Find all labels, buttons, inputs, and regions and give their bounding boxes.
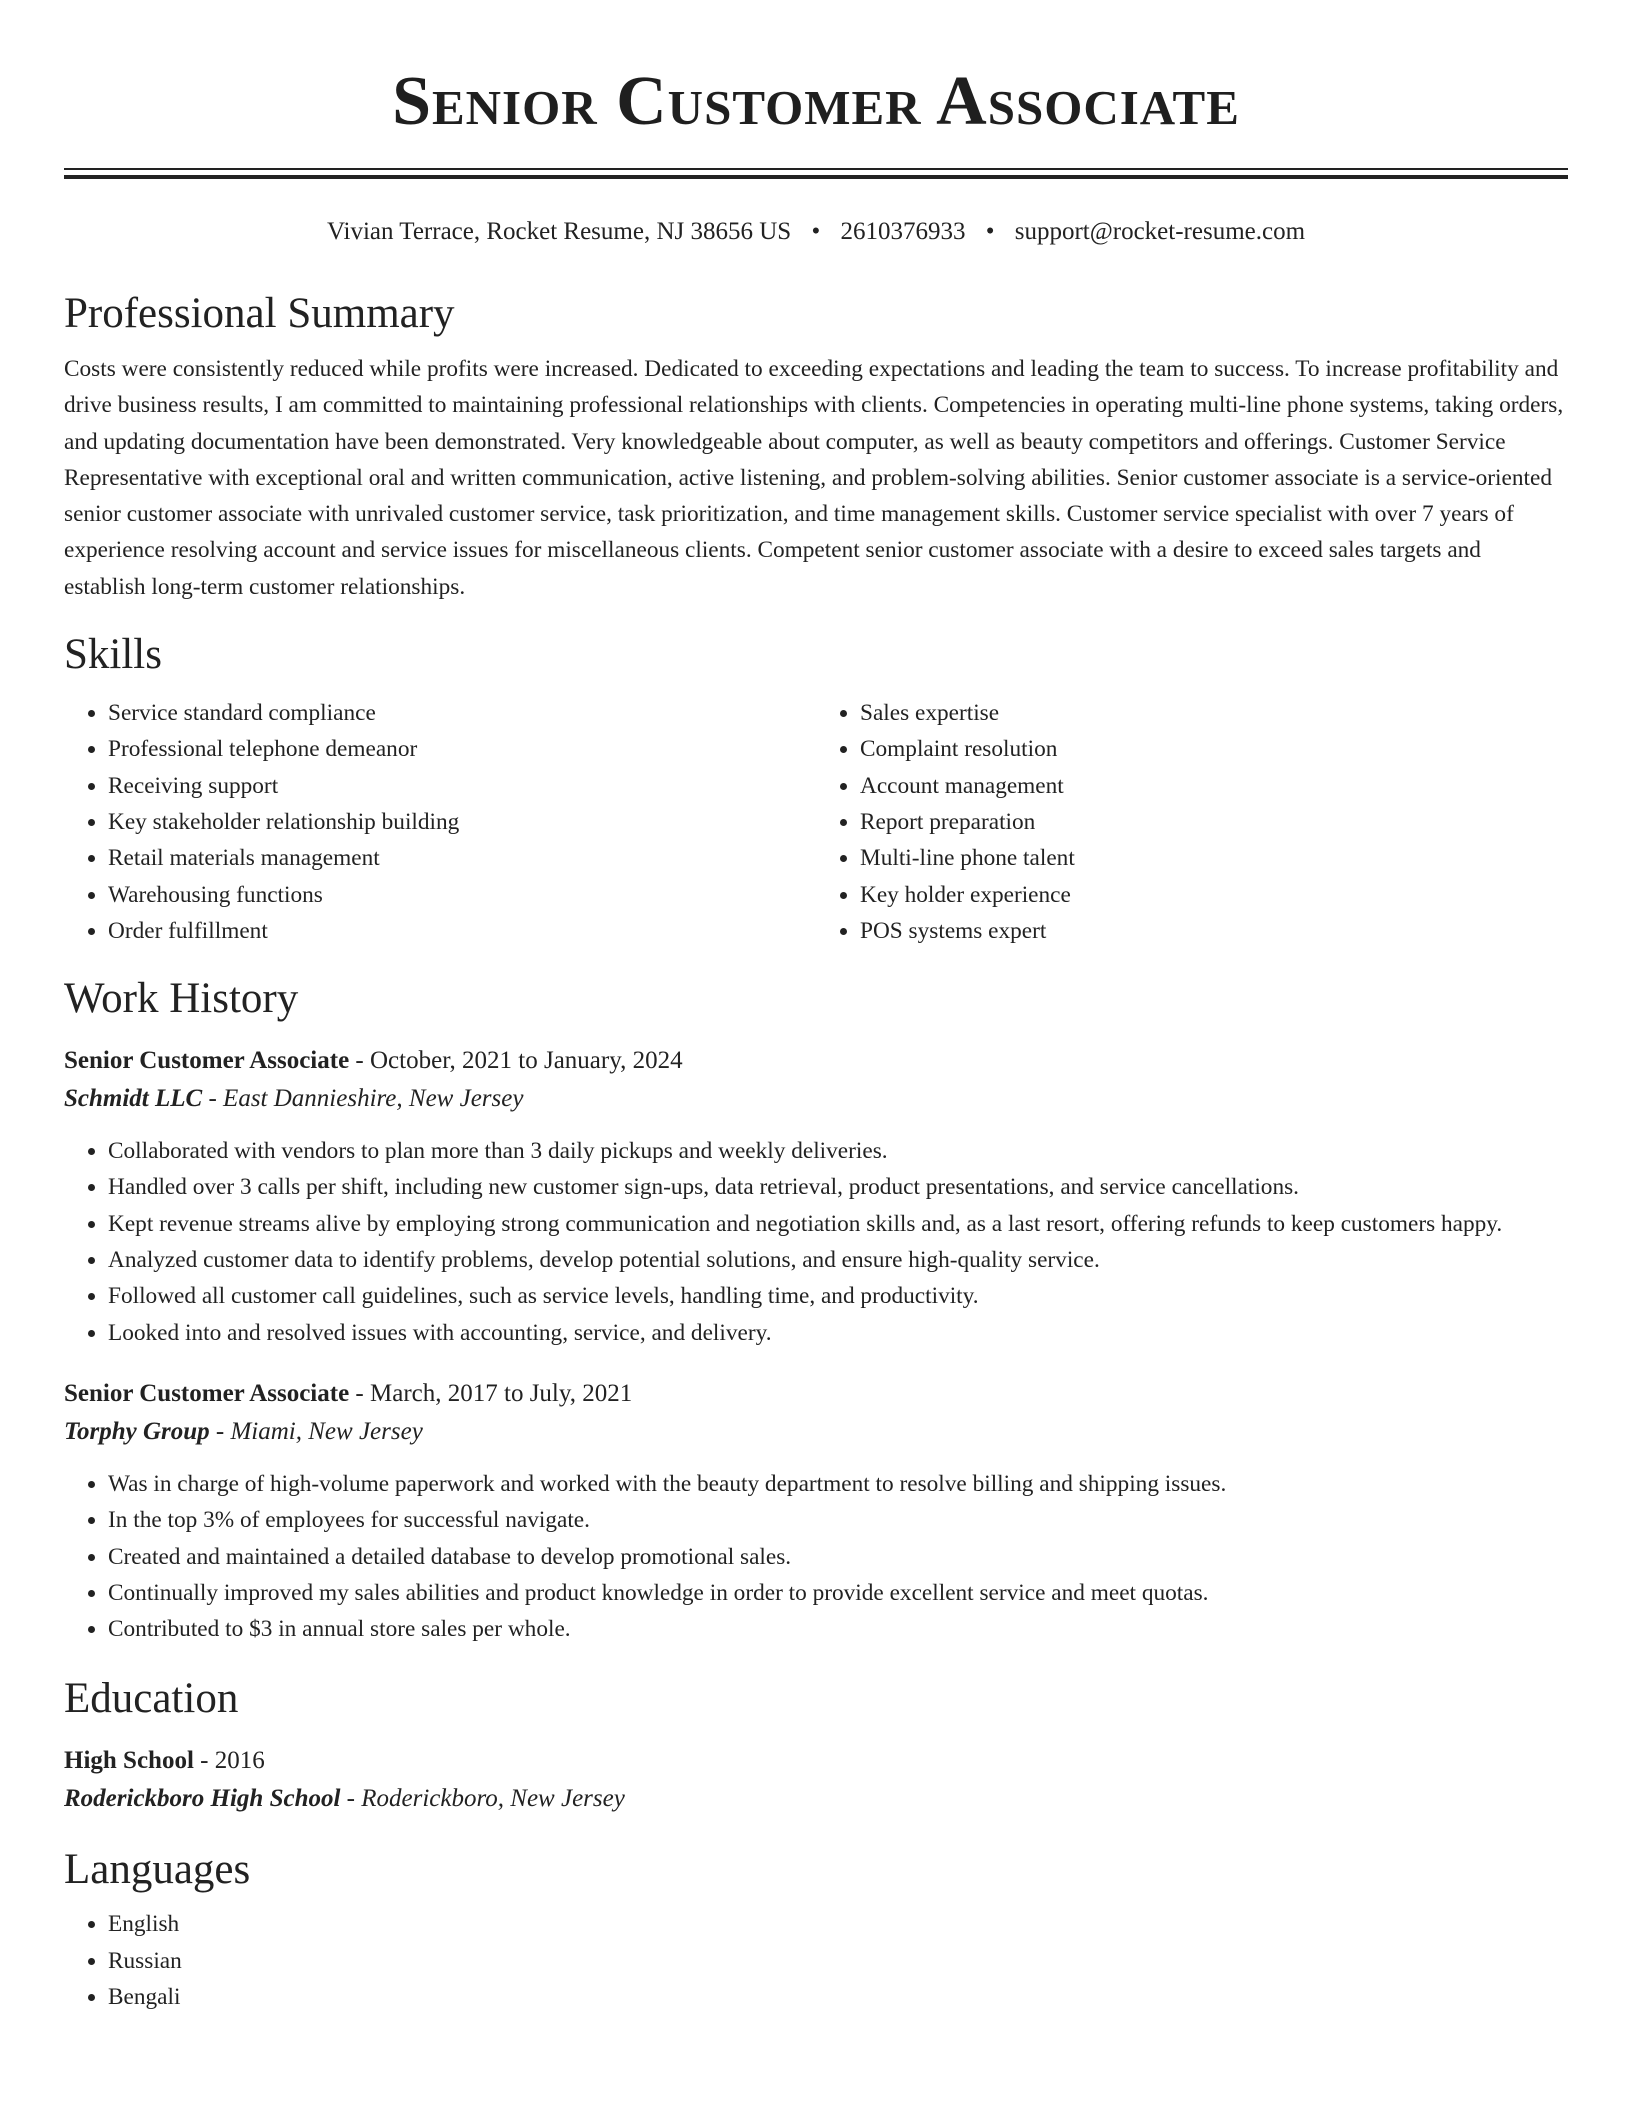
education-degree: High School xyxy=(64,1747,194,1775)
contact-email: support@rocket-resume.com xyxy=(1014,218,1306,245)
skill-item: • Professional telephone demeanor xyxy=(108,731,816,767)
job-bullet: • Continually improved my sales abilities and product knowledge in order to provide excellent service and meet quotas. xyxy=(108,1575,1568,1611)
summary-text: Costs were consistently reduced while profits were increased. Dedicated to exceeding expectations and leading the team to success. To increase profitability and drive business results, I am committed to maintaining professional relationships with clients. Competencies in operating multi-line phone systems, taking orders, and updating documentation have been demonstrated. Very knowledgeable about computer, as well as beauty competitors and offerings. Customer Service Representative with exceptional oral and written communication, active listening, and problem-solving abilities. Senior customer associate is a service-oriented senior customer associate with unrivaled customer service, task prioritization, and time management skills. Customer service specialist with over 7 years of experience resolving account and service issues for miscellaneous clients. Competent senior customer associate with a desire to exceed sales targets and establish long-term customer relationships. xyxy=(64,356,1564,600)
skill-item: • Sales expertise xyxy=(860,695,1568,731)
skill-item: • Multi-line phone talent xyxy=(860,840,1568,876)
contact-line xyxy=(64,217,1568,247)
company-line xyxy=(64,1413,1568,1451)
company-location: - Miami, New Jersey xyxy=(209,1417,423,1445)
job-bullet: • Followed all customer call guidelines, such as service levels, handling time, and productivity. xyxy=(108,1278,1568,1314)
job-bullet: • Looked into and resolved issues with accounting, service, and delivery. xyxy=(108,1315,1568,1351)
resume-name: Senior Customer Associate xyxy=(392,63,1240,140)
job-title-line xyxy=(64,1042,1568,1080)
skill-item: • Order fulfillment xyxy=(108,913,816,949)
company-name: Schmidt LLC xyxy=(64,1085,203,1113)
job-entry xyxy=(64,1375,1568,1647)
contact-separator: • xyxy=(811,218,821,245)
company-name: Torphy Group xyxy=(64,1417,210,1445)
skill-item: • Receiving support xyxy=(108,768,816,804)
skill-item: • Report preparation xyxy=(860,804,1568,840)
language-item: • Russian xyxy=(108,1943,1568,1979)
skills-list-left xyxy=(64,695,816,949)
job-dates: - October, 2021 to January, 2024 xyxy=(349,1047,683,1075)
skill-item: • Warehousing functions xyxy=(108,877,816,913)
job-bullet: • Contributed to $3 in annual store sales per whole. xyxy=(108,1611,1568,1647)
company-line xyxy=(64,1080,1568,1118)
contact-separator: • xyxy=(985,218,995,245)
job-bullet: • Collaborated with vendors to plan more than 3 daily pickups and weekly deliveries. xyxy=(108,1133,1568,1169)
company-location: - East Dannieshire, New Jersey xyxy=(202,1085,524,1113)
job-bullet: • Kept revenue streams alive by employing strong communication and negotiation skills and, as a last resort, offering refunds to keep customers happy. xyxy=(108,1206,1568,1242)
job-bullet: • Was in charge of high-volume paperwork and worked with the beauty department to resolve billing and shipping issues. xyxy=(108,1466,1568,1502)
job-title: Senior Customer Associate xyxy=(64,1047,350,1075)
job-dates: - March, 2017 to July, 2021 xyxy=(349,1379,633,1407)
skill-item: • Key stakeholder relationship building xyxy=(108,804,816,840)
header-rule-thick xyxy=(64,175,1568,179)
job-title-line xyxy=(64,1375,1568,1413)
skill-item: • Account management xyxy=(860,768,1568,804)
job-bullets xyxy=(64,1133,1568,1351)
education-location: - Roderickboro, New Jersey xyxy=(340,1785,625,1813)
skill-item: • Key holder experience xyxy=(860,877,1568,913)
education-year: - 2016 xyxy=(193,1747,265,1775)
job-bullet: • Created and maintained a detailed database to develop promotional sales. xyxy=(108,1539,1568,1575)
languages-heading: Languages xyxy=(64,1846,251,1894)
skill-item: • Service standard compliance xyxy=(108,695,816,731)
job-bullet: • Handled over 3 calls per shift, including new customer sign-ups, data retrieval, product presentations, and service cancellations. xyxy=(108,1169,1568,1205)
education-degree-line xyxy=(64,1742,1568,1780)
job-bullet: • In the top 3% of employees for successful navigate. xyxy=(108,1502,1568,1538)
skills-heading: Skills xyxy=(64,631,162,679)
skill-item: • POS systems expert xyxy=(860,913,1568,949)
languages-list xyxy=(64,1906,1568,2015)
header-rule-thin xyxy=(64,168,1568,170)
job-entry xyxy=(64,1042,1568,1351)
summary-heading: Professional Summary xyxy=(64,290,455,337)
contact-address: Vivian Terrace, Rocket Resume, NJ 38656 US xyxy=(326,218,792,245)
skill-item: • Retail materials management xyxy=(108,840,816,876)
job-bullet: • Analyzed customer data to identify problems, develop potential solutions, and ensure high-quality service. xyxy=(108,1242,1568,1278)
work-heading: Work History xyxy=(64,975,299,1023)
skills-columns xyxy=(64,695,1568,949)
education-school-line xyxy=(64,1780,1568,1818)
language-item: • English xyxy=(108,1906,1568,1942)
skills-list-right xyxy=(816,695,1568,949)
contact-phone: 2610376933 xyxy=(840,218,966,245)
education-school: Roderickboro High School xyxy=(64,1785,341,1813)
language-item: • Bengali xyxy=(108,1979,1568,2015)
education-heading: Education xyxy=(64,1675,239,1723)
skill-item: • Complaint resolution xyxy=(860,731,1568,767)
job-bullets xyxy=(64,1466,1568,1647)
job-title: Senior Customer Associate xyxy=(64,1379,350,1407)
